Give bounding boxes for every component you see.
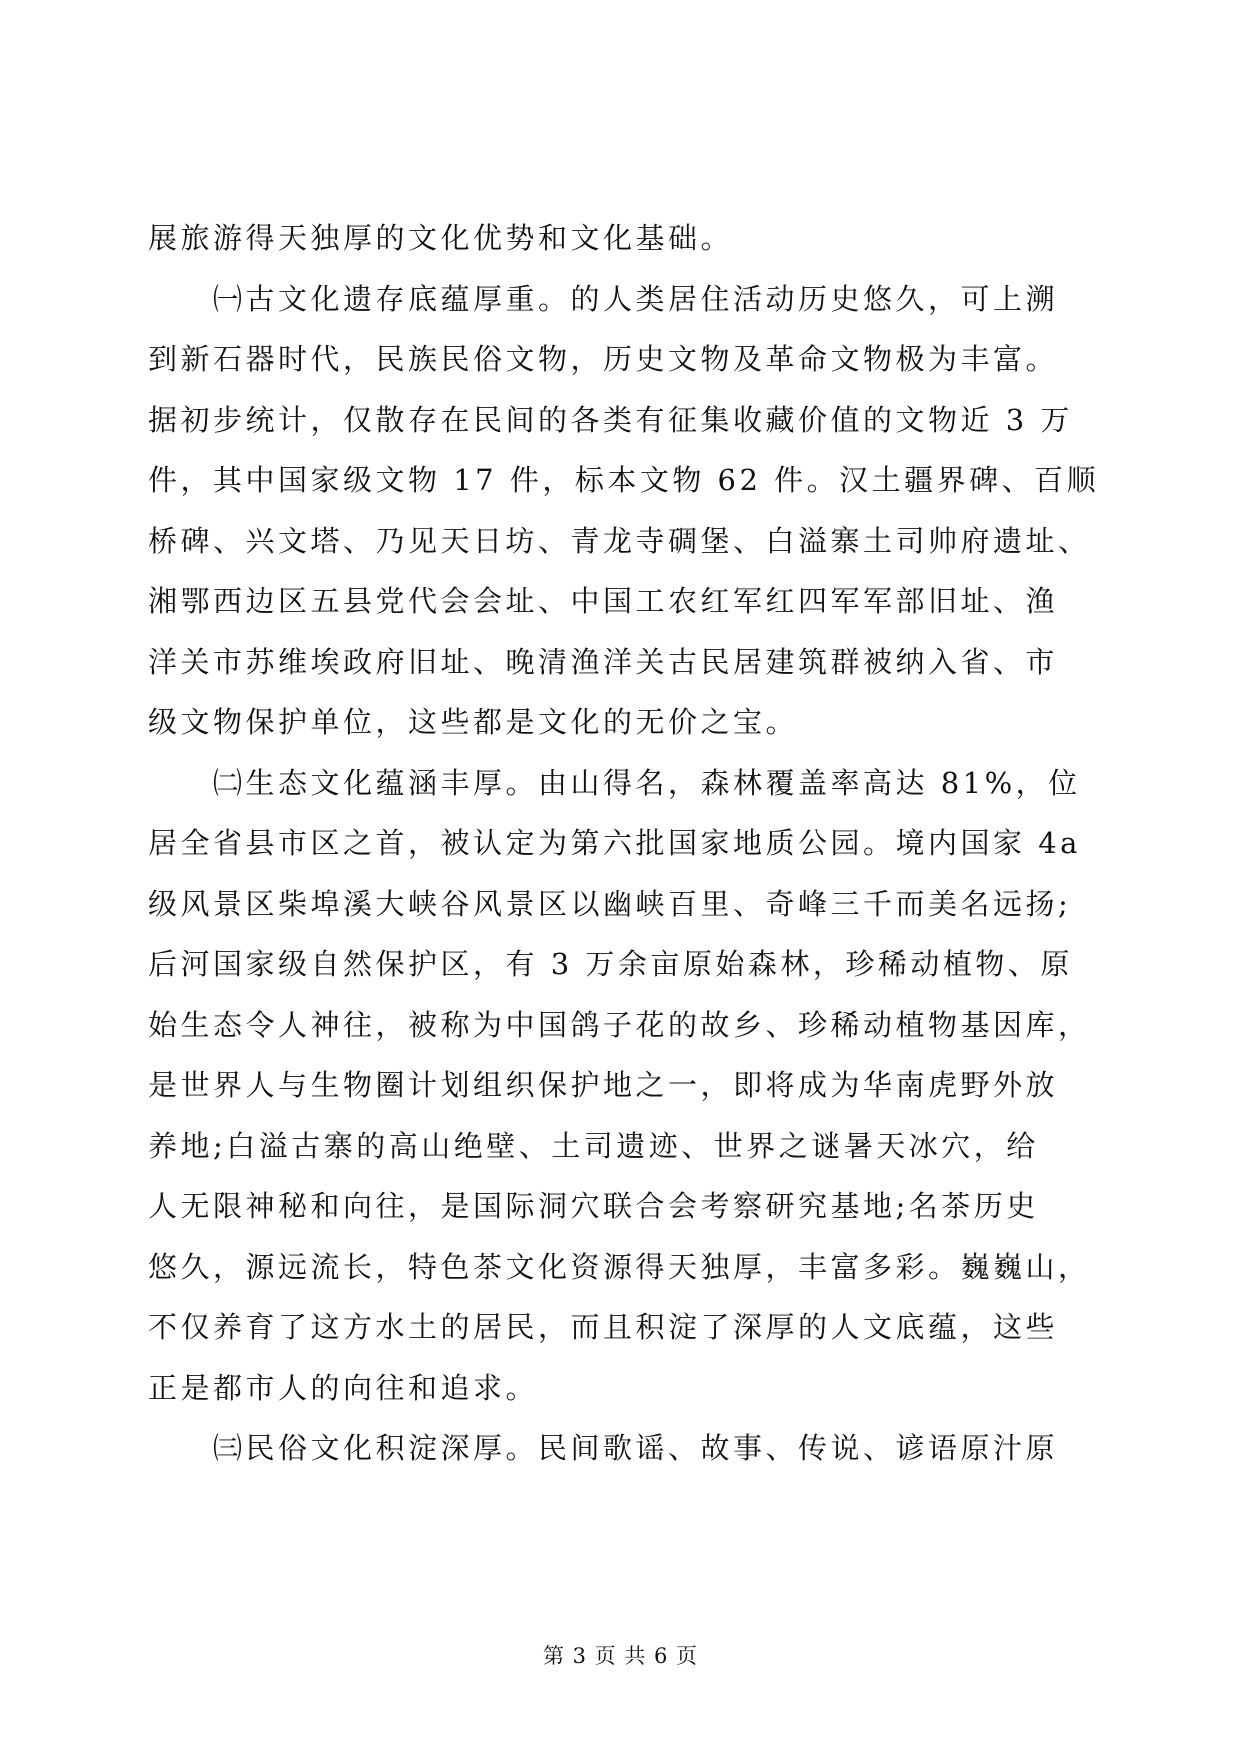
text-line: 始生态令人神往，被称为中国鸽子花的故乡、珍稀动植物基因库， [148,1007,1091,1042]
text-line: 级文物保护单位，这些都是文化的无价之宝。 [148,705,799,739]
text-line: 悠久，源远流长，特色茶文化资源得天独厚，丰富多彩。巍巍山， [148,1249,1091,1284]
document-body [148,208,1100,1479]
text-line: 展旅游得天独厚的文化优势和文化基础。 [148,221,734,255]
text-line: 是世界人与生物圈计划组织保护地之一，即将成为华南虎野外放 [148,1068,1059,1102]
text-line: 居全省县市区之首，被认定为第六批国家地质公园。境内国家 4a [148,826,1081,860]
text-line: 后河国家级自然保护区，有 3 万余亩原始森林，珍稀动植物、原 [148,947,1073,981]
text-line: 正是都市人的向往和追求。 [148,1370,539,1405]
text-line: ㈡生态文化蕴涵丰厚。由山得名，森林覆盖率高达 81%，位 [148,765,1081,800]
text-line: 养地;白溢古寨的高山绝壁、土司遗迹、世界之谜暑天冰穴，给 [148,1128,1039,1163]
text-line: 不仅养育了这方水土的居民，而且积淀了深厚的人文底蕴，这些 [148,1310,1059,1344]
text-line: 据初步统计，仅散存在民间的各类有征集收藏价值的文物近 3 万 [148,402,1073,437]
text-line: 件，其中国家级文物 17 件，标本文物 62 件。汉土疆界碑、百顺 [148,463,1100,497]
text-line: 到新石器时代，民族民俗文物，历史文物及革命文物极为丰富。 [148,342,1059,376]
text-line: 洋关市苏维埃政府旧址、晚清渔洋关古民居建筑群被纳入省、市 [148,644,1059,679]
text-line: 级风景区柴埠溪大峡谷风景区以幽峡百里、奇峰三千而美名远扬; [148,886,1072,921]
text-line: 桥碑、兴文塔、乃见天日坊、青龙寺碉堡、白溢寨土司帅府遗址、 [148,523,1091,558]
text-line: ㈢民俗文化积淀深厚。民间歌谣、故事、传说、谚语原汁原 [148,1431,1059,1465]
text-line: ㈠古文化遗存底蕴厚重。的人类居住活动历史悠久，可上溯 [148,281,1059,316]
text-line: 湘鄂西边区五县党代会会址、中国工农红军红四军军部旧址、渔 [148,584,1059,618]
page-number-footer: 第 3 页 共 6 页 [542,1644,699,1668]
text-line: 人无限神秘和向往，是国际洞穴联合会考察研究基地;名茶历史 [148,1189,1039,1223]
